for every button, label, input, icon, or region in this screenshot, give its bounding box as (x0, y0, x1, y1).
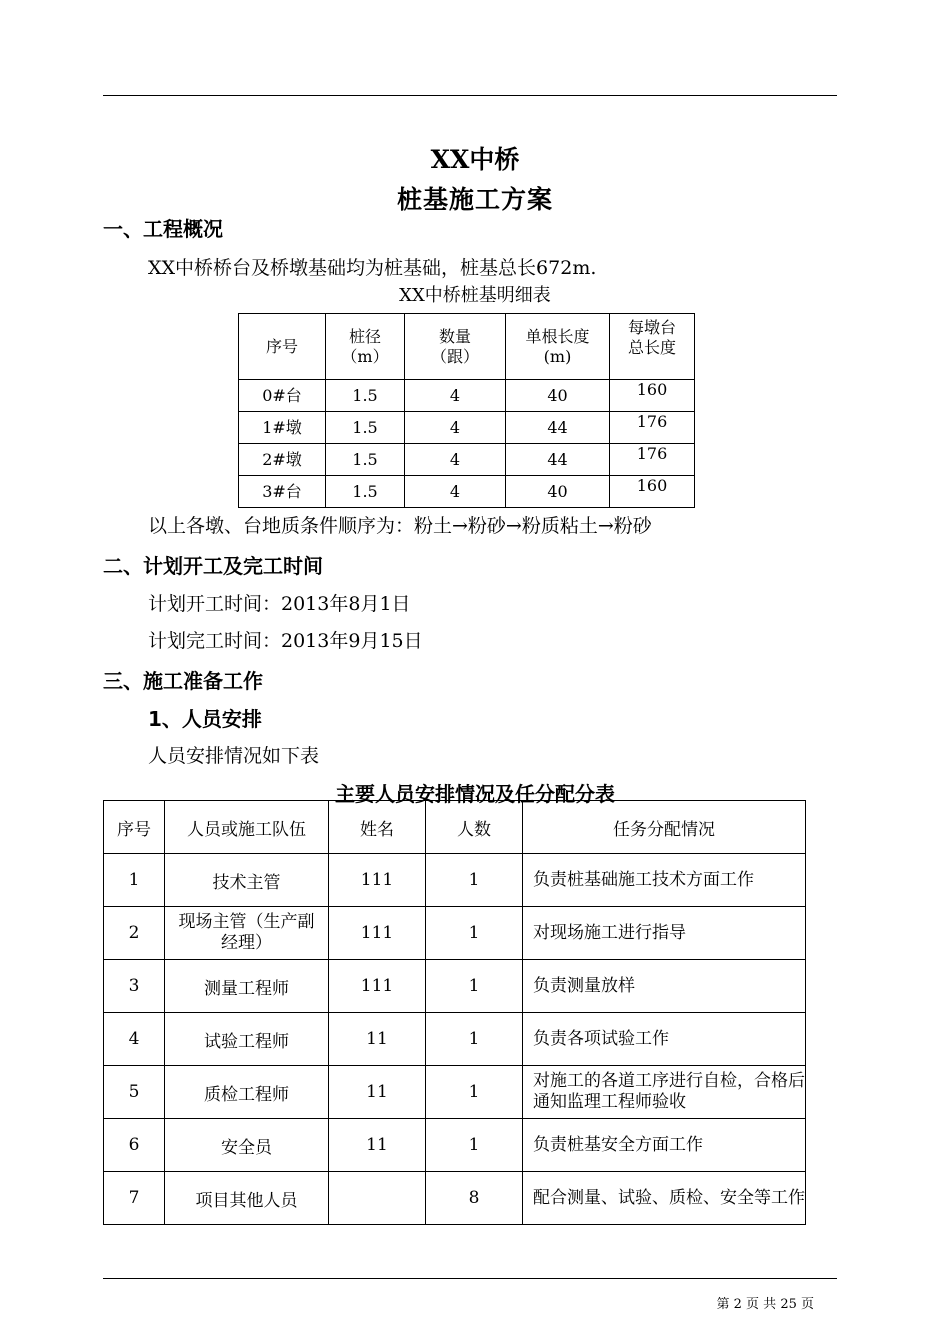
table-cell: 负责各项试验工作 (523, 1013, 806, 1066)
table-cell: 配合测量、试验、质检、安全等工作 (523, 1172, 806, 1225)
table-row (239, 444, 695, 476)
table-cell: 4 (405, 476, 506, 508)
table-cell: 1 (426, 960, 523, 1013)
section3-heading: 三、施工准备工作 (103, 669, 263, 693)
table-row (239, 476, 695, 508)
table-cell: 3#台 (239, 476, 326, 508)
document-subtitle: 桩基施工方案 (396, 185, 553, 214)
geology-sequence: 以上各墩、台地质条件顺序为：粉土→粉砂→粉质粘土→粉砂 (148, 515, 652, 537)
header-cell: 姓名 (329, 801, 426, 854)
table-cell: 对现场施工进行指导 (523, 907, 806, 960)
footer-rule (103, 1278, 837, 1279)
table-cell: 176 (610, 444, 695, 476)
table-cell: 测量工程师 (165, 960, 329, 1013)
table-cell: 负责测量放样 (523, 960, 806, 1013)
table-cell: 1 (426, 854, 523, 907)
table-cell: 160 (610, 476, 695, 508)
header-cell: 序号 (104, 801, 165, 854)
table-cell: 1 (104, 854, 165, 907)
table-cell: 1.5 (326, 444, 405, 476)
table-cell: 1 (426, 1119, 523, 1172)
table-cell: 176 (610, 412, 695, 444)
table-row (104, 1119, 806, 1172)
table-cell: 160 (610, 380, 695, 412)
header-cell: 人数 (426, 801, 523, 854)
table-cell: 4 (405, 412, 506, 444)
header-cell: 序号 (239, 314, 326, 380)
table-cell: 对施工的各道工序进行自检，合格后通知监理工程师验收 (523, 1066, 806, 1119)
table-cell: 质检工程师 (165, 1066, 329, 1119)
table-row (104, 854, 806, 907)
table-header-row (104, 801, 806, 854)
table-cell: 111 (329, 907, 426, 960)
header-cell: 人员或施工队伍 (165, 801, 329, 854)
table-cell: 项目其他人员 (165, 1172, 329, 1225)
pile-table-caption: XX中桥桩基明细表 (399, 285, 551, 306)
table-cell: 40 (506, 380, 610, 412)
table-cell: 4 (405, 444, 506, 476)
table-cell: 负责桩基础施工技术方面工作 (523, 854, 806, 907)
subsection-heading: 1、人员安排 (148, 707, 262, 731)
document-title: XX中桥 (430, 145, 520, 174)
table-cell: 11 (329, 1119, 426, 1172)
table-cell: 1 (426, 1013, 523, 1066)
section1-paragraph: XX中桥桥台及桥墩基础均为桩基础，桩基总长672m. (148, 257, 597, 279)
table-cell: 44 (506, 444, 610, 476)
table-row (104, 1066, 806, 1119)
table-cell: 40 (506, 476, 610, 508)
table-cell: 4 (104, 1013, 165, 1066)
section2-heading: 二、计划开工及完工时间 (103, 554, 323, 578)
pile-detail-table (238, 313, 695, 508)
table-cell: 0#台 (239, 380, 326, 412)
header-rule (103, 95, 837, 96)
table-cell: 试验工程师 (165, 1013, 329, 1066)
table-cell: 6 (104, 1119, 165, 1172)
table-row (239, 380, 695, 412)
header-cell: 桩径 （m） (326, 314, 405, 380)
table-cell: 111 (329, 854, 426, 907)
table-cell: 3 (104, 960, 165, 1013)
table-row (104, 907, 806, 960)
table-cell (329, 1172, 426, 1225)
header-cell: 任务分配情况 (523, 801, 806, 854)
table-row (239, 412, 695, 444)
header-cell: 单根长度 (m) (506, 314, 610, 380)
table-cell: 5 (104, 1066, 165, 1119)
table-cell: 1.5 (326, 476, 405, 508)
subsection-text: 人员安排情况如下表 (148, 745, 320, 767)
table-row (104, 960, 806, 1013)
table-cell: 2 (104, 907, 165, 960)
table-cell: 7 (104, 1172, 165, 1225)
table-cell: 1 (426, 1066, 523, 1119)
table-cell: 11 (329, 1066, 426, 1119)
table-cell: 现场主管（生产副经理） (165, 907, 329, 960)
table-cell: 8 (426, 1172, 523, 1225)
table-cell: 44 (506, 412, 610, 444)
header-cell: 每墩台 总长度 (610, 314, 695, 380)
table-cell: 技术主管 (165, 854, 329, 907)
table-cell: 2#墩 (239, 444, 326, 476)
planned-start: 计划开工时间：2013年8月1日 (148, 593, 411, 615)
table-cell: 1 (426, 907, 523, 960)
table-cell: 1.5 (326, 412, 405, 444)
table-header-row (239, 314, 695, 380)
table-row (104, 1172, 806, 1225)
section1-heading: 一、工程概况 (103, 217, 223, 241)
table-cell: 1#墩 (239, 412, 326, 444)
staff-table-caption: 主要人员安排情况及任分配分表 (335, 782, 615, 806)
table-cell: 1.5 (326, 380, 405, 412)
staff-assignment-table (103, 800, 806, 1225)
table-cell: 安全员 (165, 1119, 329, 1172)
header-cell: 数量 （跟） (405, 314, 506, 380)
table-cell: 4 (405, 380, 506, 412)
table-cell: 负责桩基安全方面工作 (523, 1119, 806, 1172)
table-cell: 111 (329, 960, 426, 1013)
page-number: 第 2 页 共 25 页 (716, 1297, 814, 1312)
planned-end: 计划完工时间：2013年9月15日 (148, 630, 423, 652)
table-cell: 11 (329, 1013, 426, 1066)
table-row (104, 1013, 806, 1066)
